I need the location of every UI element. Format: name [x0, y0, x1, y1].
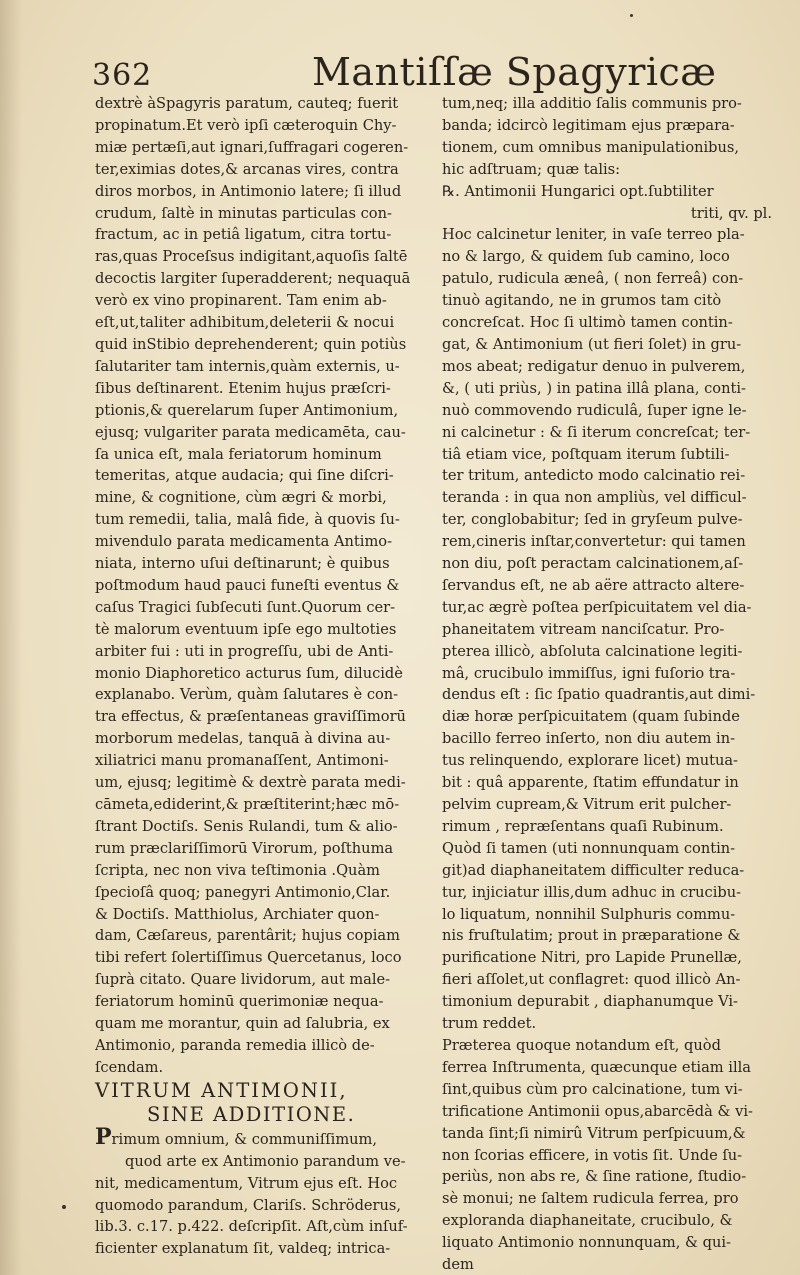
text-line: rum præclariſſimorū Virorum, poſthuma	[95, 839, 394, 857]
text-line: ſpecioſâ quoq; panegyri Antimonio,Clar.	[95, 883, 391, 901]
text-line: pelvim cupream,& Vitrum erit pulcher-	[442, 796, 732, 813]
text-line: triti, qv. pl.	[690, 204, 772, 222]
text-line: tur,ac ægrè poſtea perſpicuitatem vel dia-	[442, 598, 752, 616]
text-line: feriatorum hominū querimoniæ nequa-	[95, 993, 384, 1011]
text-line: ras,quas Proceſsus indigitant,aquoſis ſaltē	[95, 248, 408, 266]
text-line: sè monui; ne ſaltem rudicula ferrea, pro	[442, 1190, 739, 1208]
text-line: concreſcat. Hoc ſi ultimò tamen contin-	[442, 314, 733, 332]
gutter-shadow	[0, 0, 22, 1275]
page-number: 362	[92, 58, 153, 93]
text-line: ſibus deſtinarent. Etenim hujus præſcri-	[95, 379, 391, 397]
text-line: ptionis,& querelarum ſuper Antimonium,	[95, 401, 399, 419]
text-line: decoctis largiter ſuperadderent; nequaquā	[95, 270, 411, 288]
text-line: xiliatrici manu promanaſſent, Antimoni-	[95, 752, 389, 770]
text-line: quam me morantur, quin ad ſalubria, ex	[95, 1015, 390, 1033]
text-line: crudum, ſaltè in minutas particulas con-	[95, 204, 392, 222]
text-line: hic adſtruam; quæ talis:	[442, 160, 621, 178]
ink-speck	[630, 14, 633, 17]
text-line: tionem, cum omnibus manipulationibus,	[442, 138, 740, 156]
text-line: ſint,quibus cùm pro calcinatione, tum vi-	[442, 1080, 743, 1098]
text-line: ſervandus eſt, ne ab aëre attracto altere-	[442, 576, 745, 594]
text-line: trificatione Antimonii opus,abarcēdà & vi-	[442, 1102, 753, 1120]
text-line: diæ horæ perſpicuitatem (quam ſubinde	[442, 708, 740, 726]
text-line: dextrè àSpagyris paratum, cauteq; fuerit	[95, 95, 399, 112]
text-line: tum remedii, talia, malâ fide, à quovis ſu-	[95, 511, 400, 529]
text-line: ſtrant Doctiſs. Senis Rulandi, tum & alio-	[95, 817, 398, 835]
text-line: temeritas, atque audacia; qui ſine diſcri-	[95, 467, 394, 485]
left-column-text	[95, 93, 422, 1079]
text-line: bacillo ferreo inſerto, non diu autem in-	[442, 730, 736, 748]
text-line: ſcendam.	[95, 1058, 164, 1076]
text-line: tanda ſint;ſi nimirû Vitrum perſpicuum,&	[442, 1124, 746, 1142]
text-line: lib.3. c.17. p.422. deſcripſit. Aſt,cùm inſuf-	[95, 1218, 408, 1236]
text-line: ter,eximias dotes,& arcanas vires, contra	[95, 160, 399, 178]
drop-cap: P	[95, 1126, 112, 1150]
text-line: morborum medelas, tanquā à divina au-	[95, 730, 391, 748]
text-line: git)ad diaphaneitatem difficulter reduca-	[442, 861, 745, 879]
text-line: ficienter explanatum ſit, valdeq; intrica-	[95, 1240, 391, 1258]
text-line: tur, injiciatur illis,dum adhuc in crucibu-	[442, 883, 742, 901]
text-line: &, ( uti priùs, ) in patina illâ plana, conti-	[442, 379, 746, 397]
text-line: phaneitatem vitream nanciſcatur. Pro-	[442, 620, 725, 638]
text-line: propinatum.Et verò ipſi cæteroquin Chy-	[95, 116, 397, 134]
text-line: mâ, crucibulo immiſſus, igni fuſorio tra-	[442, 664, 736, 682]
text-line: non ſcorias efficere, in votis ſit. Unde ſu-	[442, 1146, 743, 1164]
text-line: tus relinquendo, explorare licet) mutua-	[442, 752, 738, 770]
text-line: dam, Cæſareus, parentârit; hujus copiam	[95, 927, 400, 945]
first-line-text: rimum omnium, & communiſſimum,	[111, 1130, 378, 1148]
text-line: mos abeat; redigatur denuo in pulverem,	[442, 357, 746, 375]
text-line: verò ex vino propinarent. Tam enim ab-	[95, 292, 387, 310]
text-line: Hoc calcinetur leniter, in vaſe terreo pla-	[442, 226, 745, 244]
text-line: quid inStibio deprehenderent; quin potiùs	[95, 335, 407, 353]
text-line: periùs, non abs re, & ſine ratione, ſtudio-	[442, 1168, 747, 1186]
text-line: Antimonio, paranda remedia illicò de-	[95, 1036, 375, 1054]
ink-speck	[62, 1205, 66, 1209]
text-line: fractum, ac in petiâ ligatum, citra tortu-	[95, 226, 392, 244]
text-line: Quòd ſi tamen (uti nonnunquam contin-	[442, 839, 736, 857]
text-line: gat, & Antimonium (ut fieri ſolet) in gru-	[442, 335, 742, 353]
text-line: nit, medicamentum, Vitrum ejus eſt. Hoc	[95, 1174, 398, 1192]
text-line: miæ pertæſi,aut ignari,ſuffragari cogeren-	[95, 138, 409, 156]
text-line: & Doctiſs. Matthiolus, Archiater quon-	[95, 905, 380, 923]
section-heading-line-1: VITRUM ANTIMONII,	[95, 1078, 348, 1102]
section-heading-line-2: SINE ADDITIONE.	[147, 1102, 356, 1126]
text-line: ſuprà citato. Quare lividorum, aut male-	[95, 971, 391, 989]
text-line: liquato Antimonio nonnunquam, & qui-	[442, 1234, 731, 1252]
text-line: non diu, poſt peractam calcinationem,aſ-	[442, 555, 744, 573]
text-line: ſalutariter tam internis,quàm externis, u-	[95, 357, 400, 375]
text-line: quod arte ex Antimonio parandum ve-	[125, 1152, 406, 1170]
text-line: diros morbos, in Antimonio latere; ſi illud	[95, 182, 402, 200]
text-line: arbiter fui : uti in progreſſu, ubi de Anti-	[95, 642, 394, 660]
text-line: nuò commovendo rudiculâ, ſuper igne le-	[442, 401, 747, 419]
text-line: tra effectus, & præſentaneas graviſſimorū	[95, 708, 406, 726]
text-line: patulo, rudicula æneâ, ( non ferreâ) con-	[442, 270, 744, 288]
text-line: tè malorum eventuum ipſe ego multoties	[95, 620, 397, 638]
running-title: Mantiſſæ Spagyricæ	[312, 50, 717, 94]
text-line: no & largo, & quidem ſub camino, loco	[442, 248, 730, 266]
text-line: dem	[442, 1256, 474, 1274]
text-line: ſa unica eſt, mala feriatorum hominum	[95, 445, 382, 463]
left-column	[95, 93, 422, 1260]
text-line: teranda : in qua non ampliùs, vel difficul-	[442, 489, 747, 507]
text-line: ſcripta, nec non viva teſtimonia .Quàm	[95, 861, 380, 879]
text-line: mivendulo parata medicamenta Antimo-	[95, 533, 393, 551]
text-line: ter tritum, antedicto modo calcinatio rei-	[442, 467, 746, 485]
text-line: tum,neq; illa additio ſalis communis pro-	[442, 95, 742, 112]
text-line: tibi refert ſolertiſſimus Quercetanus, loco	[95, 949, 402, 967]
text-line: cāmeta,ediderint,& præſtiterint;hæc mō-	[95, 796, 400, 813]
text-line: nis fruſtulatim; prout in præparatione &	[442, 927, 741, 945]
text-line: bit : quâ apparente, ſtatim effundatur in	[442, 774, 739, 792]
text-line: lo liquatum, nonnihil Sulphuris commu-	[442, 905, 736, 923]
text-line: niata, interno uſui deſtinarunt; è quibus	[95, 555, 390, 573]
text-line: tinuò agitando, ne in grumos tam citò	[442, 292, 722, 310]
text-line: quomodo parandum, Clariſs. Schröderus,	[95, 1196, 402, 1214]
text-line: caſus Tragici ſubſecuti ſunt.Quorum cer-	[95, 598, 396, 616]
text-line: banda; idcircò legitimam ejus præpara-	[442, 116, 735, 134]
text-line: purificatione Nitri, pro Lapide Prunellæ,	[442, 949, 742, 967]
section-paragraph	[95, 1151, 422, 1261]
text-line: monio Diaphoretico acturus ſum, dilucidè	[95, 664, 403, 682]
text-line: exploranda diaphaneitate, crucibulo, &	[442, 1212, 733, 1230]
text-line: ℞. Antimonii Hungarici opt.ſubtiliter	[442, 182, 714, 200]
text-line: explanabo. Verùm, quàm ſalutares è con-	[95, 686, 399, 704]
text-line: eſt,ut,taliter adhibitum,deleterii & nocui	[95, 314, 395, 332]
text-line: tiâ etiam vice, poſtquam iterum ſubtili-	[442, 445, 730, 463]
text-line: Præterea quoque notandum eſt, quòd	[442, 1036, 721, 1054]
text-line: rimum , repræſentans quaſi Rubinum.	[442, 817, 724, 835]
right-column-text	[442, 93, 772, 1275]
text-line: rem,cineris inſtar,convertetur: qui tamen	[442, 533, 746, 551]
right-column	[442, 93, 772, 1275]
text-line: timonium depurabit , diaphanumque Vi-	[442, 993, 738, 1011]
text-line: trum reddet.	[442, 1015, 537, 1033]
text-line: mine, & cognitione, cùm ægri & morbi,	[95, 489, 387, 507]
text-line: ter, conglobabitur; ſed in gryſeum pulve-	[442, 511, 743, 529]
text-line: pterea illicò, abſoluta calcinatione legiti-	[442, 642, 743, 660]
text-line: poſtmodum haud pauci funeſti eventus &	[95, 576, 400, 594]
text-line: ferrea Inſtrumenta, quæcunque etiam illa	[442, 1058, 751, 1076]
text-line: ni calcinetur : & ſi iterum concreſcat; ter-	[442, 423, 751, 441]
first-paragraph-line	[95, 1127, 422, 1151]
text-line: dendus eſt : ſic ſpatio quadrantis,aut dimi-	[442, 686, 756, 704]
text-line: ejusq; vulgariter parata medicamēta, cau-	[95, 423, 406, 441]
text-line: um, ejusq; legitimè & dextrè parata medi-	[95, 774, 406, 792]
text-line: fieri aſſolet,ut conflagret: quod illicò An-	[442, 971, 741, 989]
